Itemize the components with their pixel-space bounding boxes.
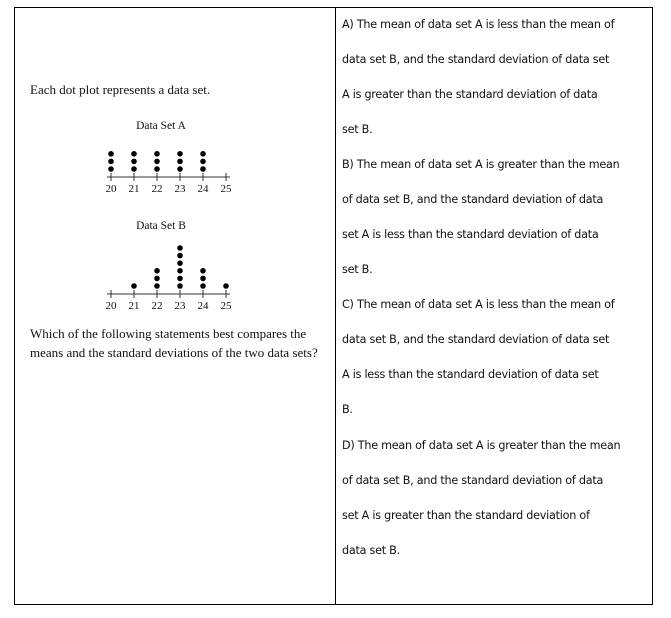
- data-dot: [177, 159, 183, 165]
- data-dot: [108, 159, 114, 165]
- data-dot: [154, 151, 160, 157]
- data-dot: [108, 166, 114, 172]
- option-d-line-2: of data set B, and the standard deviation of data: [342, 474, 604, 487]
- tick-label: 23: [174, 300, 186, 311]
- tick-label: 21: [128, 300, 140, 311]
- option-d-line-4: data set B.: [342, 544, 400, 557]
- data-dot: [200, 283, 206, 289]
- data-dot: [177, 166, 183, 172]
- dot-plot-a: [95, 136, 245, 194]
- tick-label: 23: [174, 183, 186, 194]
- data-dot: [177, 260, 183, 266]
- data-dot: [131, 151, 137, 157]
- data-dot: [200, 159, 206, 165]
- data-dot: [200, 268, 206, 274]
- data-dot: [200, 276, 206, 282]
- question-prompt: Which of the following statements best compares the means and the standard deviations of the two data sets?: [30, 326, 318, 360]
- data-dot: [177, 268, 183, 274]
- column-divider: [335, 8, 336, 604]
- option-b-line-4: set B.: [342, 263, 373, 276]
- option-b-line-1: B) The mean of data set A is greater than the mean: [342, 158, 620, 171]
- data-dot: [177, 245, 183, 251]
- tick-label: 25: [220, 300, 232, 311]
- tick-label: 25: [220, 183, 232, 194]
- tick-label: 24: [197, 300, 209, 311]
- plot-b-title: Data Set B: [136, 220, 186, 232]
- question-cell: [15, 8, 335, 604]
- data-dot: [108, 151, 114, 157]
- data-dot: [154, 166, 160, 172]
- dot-plot-b: [95, 236, 245, 311]
- data-dot: [223, 283, 229, 289]
- data-dot: [177, 253, 183, 259]
- data-dot: [200, 151, 206, 157]
- data-dot: [131, 283, 137, 289]
- data-dot: [154, 276, 160, 282]
- tick-label: 20: [105, 183, 117, 194]
- question-intro: Each dot plot represents a data set.: [30, 82, 211, 97]
- plot-a-title: Data Set A: [136, 120, 186, 132]
- option-a-line-3: A is greater than the standard deviation of data: [342, 88, 598, 101]
- option-d-line-1: D) The mean of data set A is greater than the mean: [342, 439, 621, 452]
- option-a-line-4: set B.: [342, 123, 373, 136]
- question-table: [14, 7, 653, 605]
- data-dot: [154, 268, 160, 274]
- option-b-line-2: of data set B, and the standard deviation of data: [342, 193, 604, 206]
- option-b-line-3: set A is less than the standard deviation of data: [342, 228, 599, 241]
- option-c-line-2: data set B, and the standard deviation of data set: [342, 333, 610, 346]
- data-dot: [131, 166, 137, 172]
- data-dot: [154, 159, 160, 165]
- option-c-line-4: B.: [342, 403, 353, 416]
- data-dot: [131, 159, 137, 165]
- tick-label: 21: [128, 183, 140, 194]
- option-c-line-1: C) The mean of data set A is less than the mean of: [342, 298, 615, 311]
- data-dot: [177, 276, 183, 282]
- option-d-line-3: set A is greater than the standard deviation of: [342, 509, 590, 522]
- tick-label: 20: [105, 300, 117, 311]
- data-dot: [177, 283, 183, 289]
- data-dot: [154, 283, 160, 289]
- option-a-line-1: A) The mean of data set A is less than the mean of: [342, 18, 615, 31]
- tick-label: 22: [151, 300, 163, 311]
- option-a-line-2: data set B, and the standard deviation of data set: [342, 53, 610, 66]
- tick-label: 24: [197, 183, 209, 194]
- option-c-line-3: A is less than the standard deviation of data set: [342, 368, 599, 381]
- data-dot: [177, 151, 183, 157]
- data-dot: [200, 166, 206, 172]
- tick-label: 22: [151, 183, 163, 194]
